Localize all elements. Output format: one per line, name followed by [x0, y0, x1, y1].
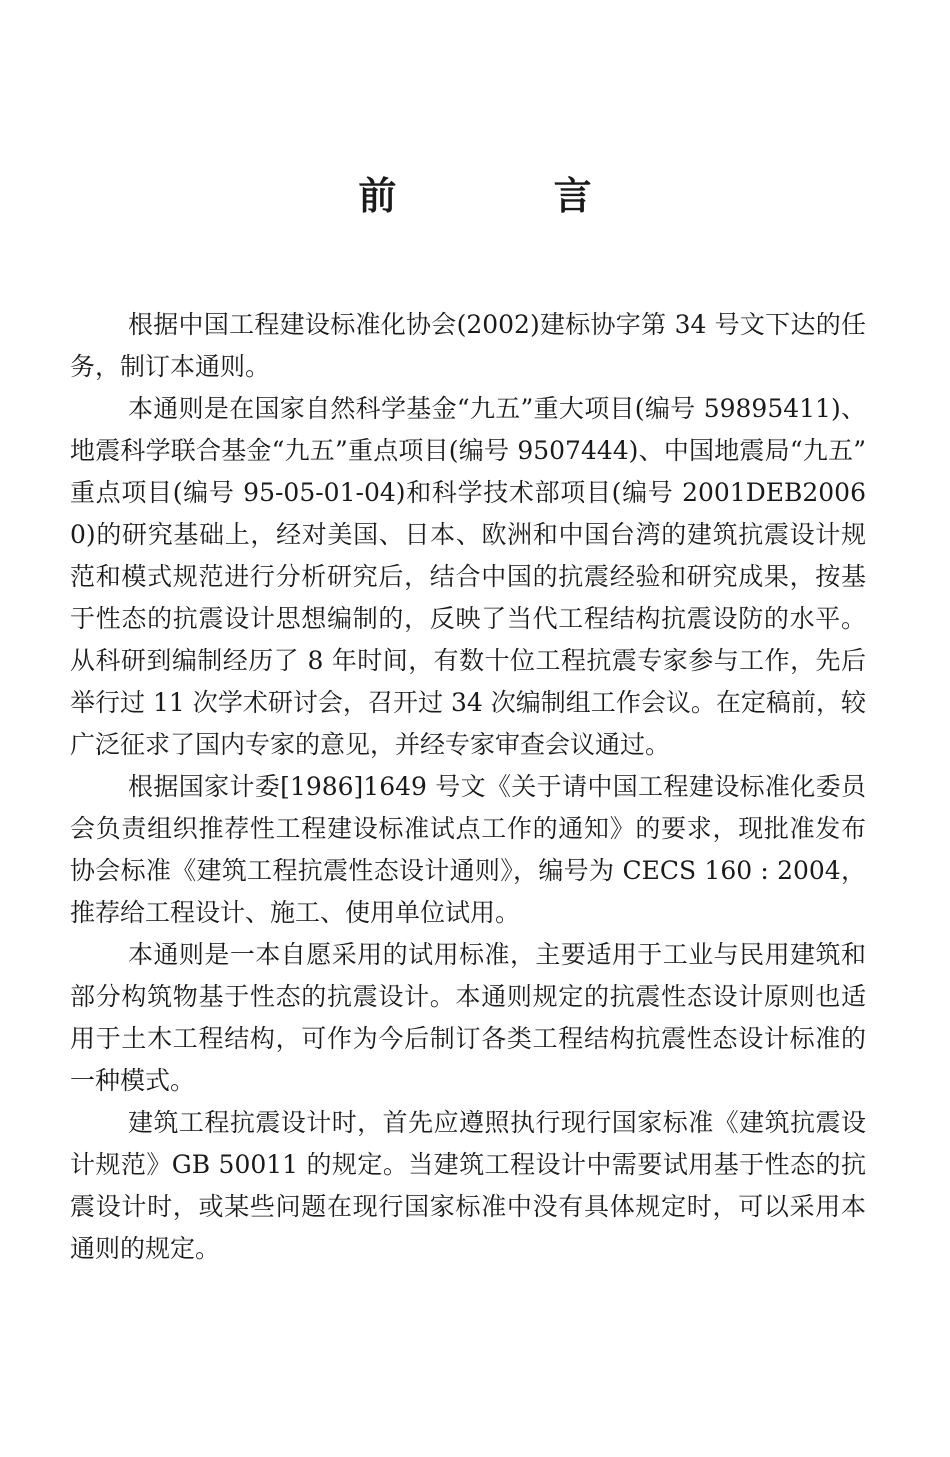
paragraph-1: 根据中国工程建设标准化协会(2002)建标协字第 34 号文下达的任务，制订本通则。 — [70, 310, 866, 381]
document-body — [70, 304, 866, 1270]
paragraph-5: 建筑工程抗震设计时，首先应遵照执行现行国家标准《建筑抗震设计规范》GB 50011 的规定。当建筑工程设计中需要试用基于性态的抗震设计时，或某些问题在现行国家标准中没有具体规定时，可以采用本通则的规定。 — [70, 1108, 866, 1263]
paragraph-3: 根据国家计委[1986]1649 号文《关于请中国工程建设标准化委员会负责组织推荐性工程建设标准试点工作的通知》的要求，现批准发布协会标准《建筑工程抗震性态设计通则》，编号为 CECS 160 : 2004，推荐给工程设计、施工、使用单位试用。 — [70, 772, 866, 927]
page-title: 前 言 — [358, 174, 664, 218]
paragraph-4: 本通则是一本自愿采用的试用标准，主要适用于工业与民用建筑和部分构筑物基于性态的抗震设计。本通则规定的抗震性态设计原则也适用于土木工程结构，可作为今后制订各类工程结构抗震性态设计标准的一种模式。 — [70, 940, 866, 1095]
paragraph-2: 本通则是在国家自然科学基金“九五”重大项目(编号 59895411)、地震科学联合基金“九五”重点项目(编号 9507444)、中国地震局“九五”重点项目(编号 95-05-01-04)和科学技术部项目(编号 2001DEB20060)的研究基础上，经对美国、日本、欧洲和中国台湾的建筑抗震设计规范和模式规范进行分析研究后，结合中国的抗震经验和研究成果，按基于性态的抗震设计思想编制的，反映了当代工程结构抗震设防的水平。从科研到编制经历了 8 年时间，有数十位工程抗震专家参与工作，先后举行过 11 次学术研讨会，召开过 34 次编制组工作会议。在定稿前，较广泛征求了国内专家的意见，并经专家审查会议通过。 — [70, 394, 866, 759]
